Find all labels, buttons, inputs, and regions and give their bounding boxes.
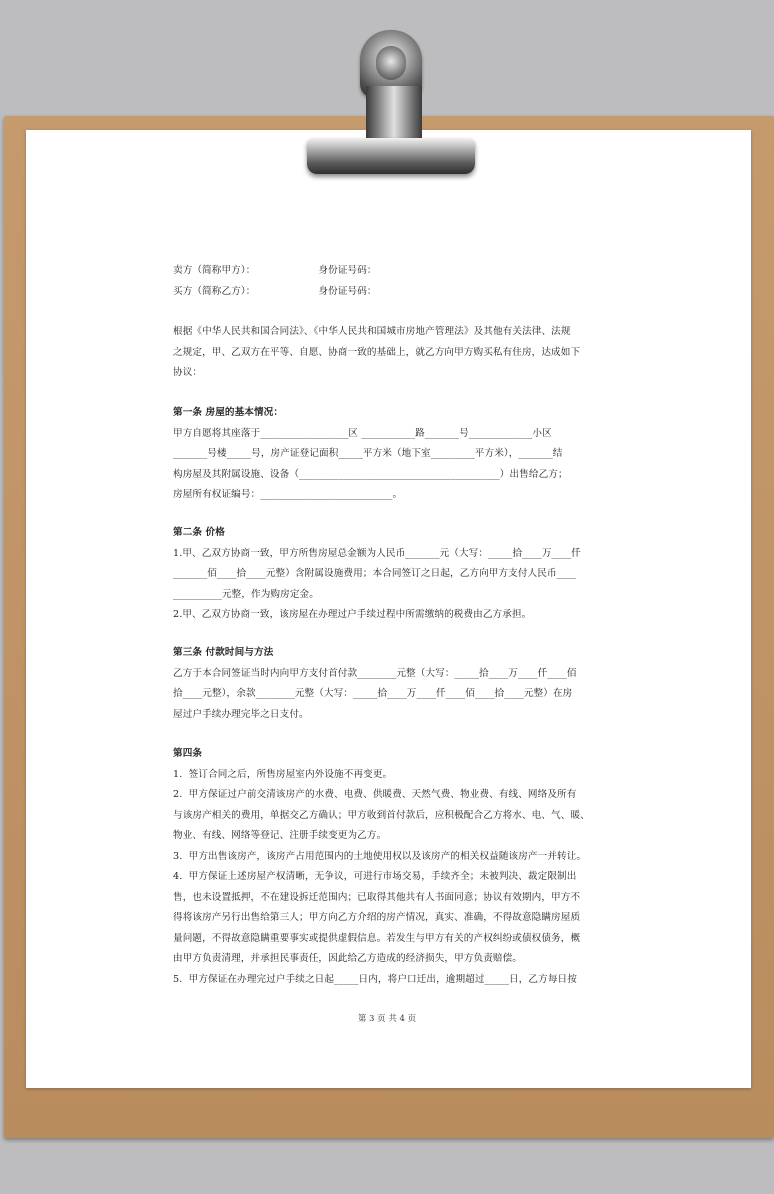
article-2-line: 1.甲、乙双方协商一致，甲方所售房屋总金额为人民币_______元（大写：_____拾____万____仟 <box>173 547 581 559</box>
article-3-line: 拾____元整），余款________元整（大写：_____拾____万____仟____佰____拾____元整）在房 <box>173 688 573 699</box>
article-3 <box>173 643 613 725</box>
preamble-line: 之规定，甲、乙双方在平等、自愿、协商一致的基础上，就乙方向甲方购买私有住房，达成如下 <box>173 346 581 358</box>
article-4-line: 物业、有线、网络等登记、注册手续变更为乙方。 <box>173 830 387 841</box>
article-4-line: 与该房产相关的费用，单据交乙方确认；甲方收到首付款后，应积极配合乙方将水、电、气、暖、 <box>173 809 590 821</box>
binder-clip-neck <box>366 86 422 144</box>
article-4-line: 2. 甲方保证过户前交清该房产的水费、电费、供暖费、天然气费、物业费、有线、网络及所有 <box>173 789 577 800</box>
article-4-line: 得将该房产另行出售给第三人；甲方向乙方介绍的房产情况，真实、准确，不得故意隐瞒房屋质 <box>173 912 581 923</box>
article-4-line: 量问题，不得故意隐瞒重要事实或提供虚假信息。若发生与甲方有关的产权纠纷或债权债务，概 <box>173 932 581 944</box>
article-1 <box>173 403 613 506</box>
preamble-line: 协议： <box>173 367 203 378</box>
article-3-line: 乙方于本合同签证当时内向甲方支付首付款________元整（大写：_____拾____万____仟____佰 <box>173 667 577 679</box>
article-4-line: 5. 甲方保证在办理完过户手续之日起_____日内，将户口迁出，逾期超过_____日，乙方每日按 <box>173 973 577 985</box>
article-3-heading: 第三条 付款时间与方法 <box>173 647 274 658</box>
article-2-line: 2.甲、乙双方协商一致，该房屋在办理过户手续过程中所需缴纳的税费由乙方承担。 <box>173 609 532 620</box>
binder-clip-hole <box>376 46 406 80</box>
article-1-heading: 第一条 房屋的基本情况： <box>173 407 284 418</box>
article-1-line: 房屋所有权证编号：___________________________。 <box>173 489 403 500</box>
preamble-block <box>173 322 613 384</box>
seller-line: 卖方（简称甲方）： 身份证号码： <box>173 265 377 276</box>
article-1-line: 构房屋及其附属设施、设备（_________________________________________）出售给乙方； <box>173 468 568 480</box>
article-1-line: _______号楼_____号，房产证登记面积_____平方米（地下室_________平方米），_______结 <box>173 448 563 459</box>
preamble-line: 根据《中华人民共和国合同法》、《中华人民共和国城市房地产管理法》及其他有关法律、法规 <box>173 326 571 337</box>
article-4-heading: 第四条 <box>173 748 203 759</box>
page-number: 第 3 页 共 4 页 <box>357 1014 417 1024</box>
article-4-line: 4. 甲方保证上述房屋产权清晰，无争议，可进行市场交易，手续齐全；未被判决、裁定限制出 <box>173 871 577 882</box>
parties-block <box>173 261 613 302</box>
article-3-line: 屋过户手续办理完毕之日支付。 <box>173 708 309 720</box>
article-4-line: 1. 签订合同之后，所售房屋室内外设施不再变更。 <box>173 768 393 780</box>
article-1-line: 甲方自愿将其座落于__________________区 ___________路_______号_____________小区 <box>173 427 552 439</box>
article-4-line: 3. 甲方出售该房产，该房产占用范围内的土地使用权以及该房产的相关权益随该房产一并转让。 <box>173 850 587 862</box>
article-4-line: 由甲方负责清理，并承担民事责任，因此给乙方造成的经济损失，甲方负责赔偿。 <box>173 953 522 964</box>
article-2-heading: 第二条 价格 <box>173 527 225 538</box>
article-2 <box>173 523 613 626</box>
article-2-line: _______佰____拾____元整）含附属设施费用；本合同签订之日起，乙方向甲方支付人民币____ <box>173 568 577 579</box>
buyer-line: 买方（简称乙方）： 身份证号码： <box>173 285 377 297</box>
article-4 <box>173 744 613 990</box>
binder-clip-bar <box>307 138 475 174</box>
article-4-line: 售，也未设置抵押，不在建设拆迁范围内；已取得其他共有人书面同意；协议有效期内，甲方不 <box>173 891 581 903</box>
article-2-line: __________元整，作为购房定金。 <box>173 588 319 600</box>
